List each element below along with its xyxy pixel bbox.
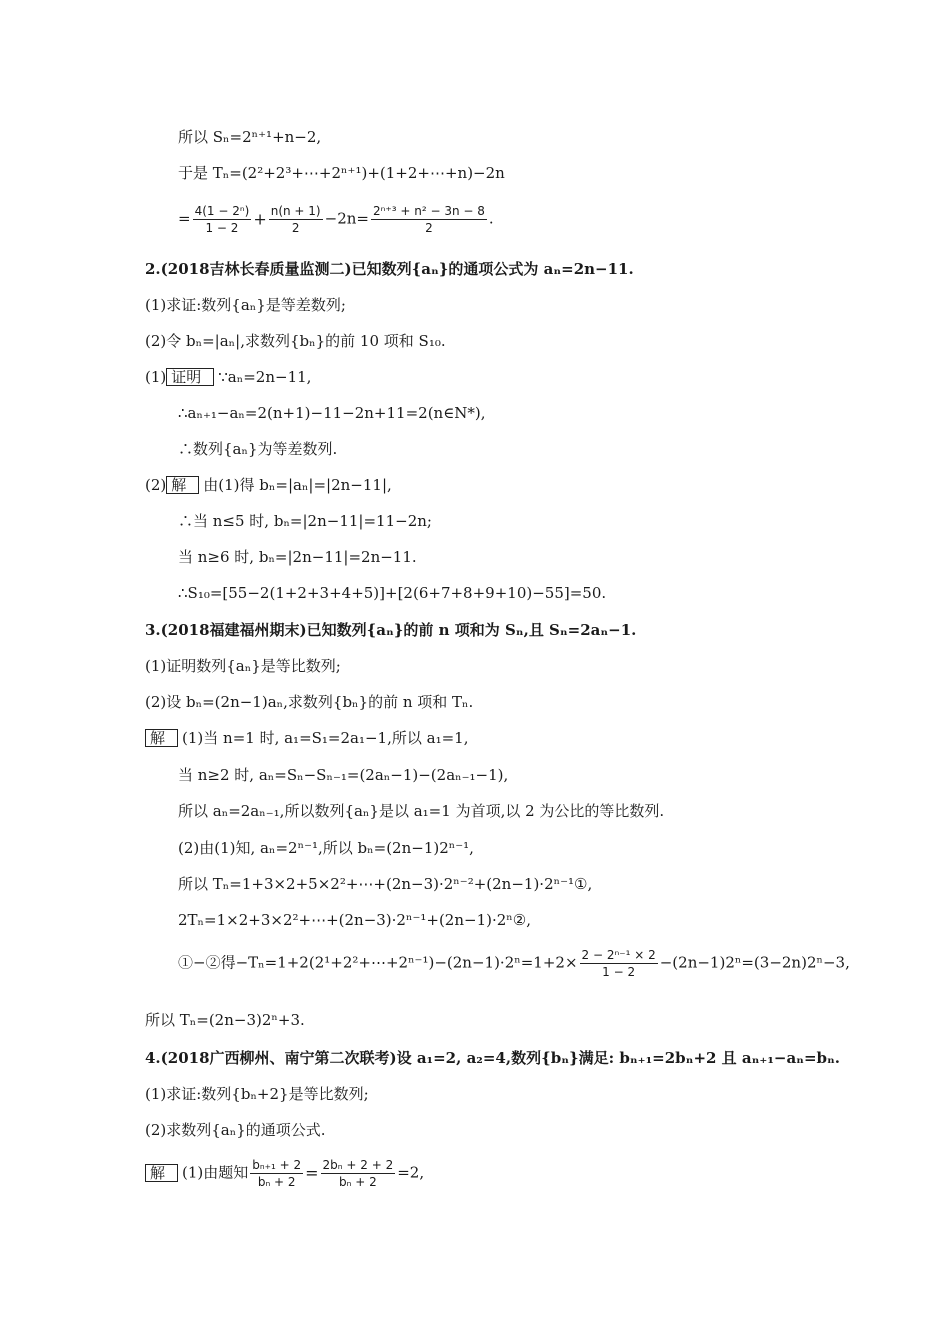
fraction <box>250 1157 303 1190</box>
formula-text: =2, <box>397 1163 425 1182</box>
solution-line <box>145 728 468 748</box>
text-line: 于是 Tₙ=(2²+2³+⋯+2ⁿ⁺¹)+(1+2+⋯+n)−2n <box>178 164 505 182</box>
equals-sign: = <box>305 1163 319 1183</box>
formula-text: (1)由题知 <box>182 1163 249 1182</box>
fraction-denominator: 2 <box>291 221 300 235</box>
fraction-numerator: 2ⁿ⁺³ + n² − 3n − 8 <box>372 204 485 218</box>
fraction-numerator: 2bₙ + 2 + 2 <box>322 1158 394 1172</box>
problem-part: (1)求证:数列{bₙ+2}是等比数列; <box>145 1085 369 1103</box>
fraction <box>321 1157 396 1190</box>
formula-line <box>178 947 850 980</box>
part-number: (1) <box>145 368 167 386</box>
fraction-denominator: bₙ + 2 <box>257 1175 296 1189</box>
text-line: ∴数列{aₙ}为等差数列. <box>178 440 338 458</box>
problem-part: (1)求证:数列{aₙ}是等差数列; <box>145 296 346 314</box>
formula-line <box>178 203 494 236</box>
proof-tag: 证明 <box>166 368 214 386</box>
problem-part: (2)设 bₙ=(2n−1)aₙ,求数列{bₙ}的前 n 项和 Tₙ. <box>145 693 474 711</box>
solution-text: 由(1)得 bₙ=|aₙ|=|2n−11|, <box>203 476 392 494</box>
equals-sign: = <box>178 209 191 228</box>
plus-sign: + <box>253 209 267 229</box>
fraction-denominator: 2 <box>425 221 433 235</box>
fraction <box>580 947 658 980</box>
fraction-numerator: 4(1 − 2ⁿ) <box>194 204 250 218</box>
solution-tag: 解 <box>166 476 199 494</box>
solution-line <box>145 367 311 387</box>
text-line: ∴S₁₀=[55−2(1+2+3+4+5)]+[2(6+7+8+9+10)−55]=50. <box>178 584 607 602</box>
solution-text: (1)当 n=1 时, a₁=S₁=2a₁−1,所以 a₁=1, <box>182 729 469 747</box>
solution-text: ∵aₙ=2n−11, <box>218 368 312 386</box>
problem-title: 4.(2018广西柳州、南宁第二次联考)设 a₁=2, a₂=4,数列{bₙ}满足: bₙ₊₁=2bₙ+2 且 aₙ₊₁−aₙ=bₙ. <box>145 1049 841 1067</box>
text-line: 2Tₙ=1×2+3×2²+⋯+(2n−3)·2ⁿ⁻¹+(2n−1)·2ⁿ②, <box>178 911 531 929</box>
text-line: 所以 Sₙ=2ⁿ⁺¹+n−2, <box>178 128 322 146</box>
fraction <box>269 203 323 236</box>
formula-text: . <box>488 209 494 228</box>
fraction-numerator: n(n + 1) <box>270 204 321 218</box>
formula-line <box>145 1157 424 1190</box>
text-line: 所以 Tₙ=(2n−3)2ⁿ+3. <box>145 1011 305 1029</box>
text-line: 当 n≥6 时, bₙ=|2n−11|=2n−11. <box>178 548 417 566</box>
fraction-denominator: 1 − 2 <box>602 965 636 979</box>
text-line: 所以 Tₙ=1+3×2+5×2²+⋯+(2n−3)·2ⁿ⁻²+(2n−1)·2ⁿ⁻¹①, <box>178 875 593 893</box>
fraction-numerator: 2 − 2ⁿ⁻¹ × 2 <box>581 948 656 962</box>
text-line: 所以 aₙ=2aₙ₋₁,所以数列{aₙ}是以 a₁=1 为首项,以 2 为公比的等比数列. <box>178 802 665 820</box>
text-line: (2)由(1)知, aₙ=2ⁿ⁻¹,所以 bₙ=(2n−1)2ⁿ⁻¹, <box>178 839 474 857</box>
fraction <box>371 203 487 236</box>
fraction-numerator: bₙ₊₁ + 2 <box>252 1158 302 1172</box>
formula-text: −2n= <box>324 209 369 228</box>
formula-text: −(2n−1)2ⁿ=(3−2n)2ⁿ−3, <box>659 953 850 972</box>
fraction <box>193 203 252 236</box>
solution-line <box>145 475 392 495</box>
problem-part: (2)求数列{aₙ}的通项公式. <box>145 1121 326 1139</box>
formula-text: ①−②得−Tₙ=1+2(2¹+2²+⋯+2ⁿ⁻¹)−(2n−1)·2ⁿ=1+2× <box>178 953 578 972</box>
problem-title: 2.(2018吉林长春质量监测二)已知数列{aₙ}的通项公式为 aₙ=2n−11. <box>145 260 634 278</box>
problem-part: (2)令 bₙ=|aₙ|,求数列{bₙ}的前 10 项和 S₁₀. <box>145 332 446 350</box>
text-line: 当 n≥2 时, aₙ=Sₙ−Sₙ₋₁=(2aₙ−1)−(2aₙ₋₁−1), <box>178 766 509 784</box>
fraction-denominator: 1 − 2 <box>205 221 239 235</box>
solution-tag: 解 <box>145 1164 178 1182</box>
problem-part: (1)证明数列{aₙ}是等比数列; <box>145 657 341 675</box>
problem-title: 3.(2018福建福州期末)已知数列{aₙ}的前 n 项和为 Sₙ,且 Sₙ=2aₙ−1. <box>145 621 637 639</box>
part-number: (2) <box>145 476 167 494</box>
text-line: ∴aₙ₊₁−aₙ=2(n+1)−11−2n+11=2(n∈N*), <box>178 404 486 422</box>
fraction-denominator: bₙ + 2 <box>339 1175 377 1189</box>
solution-tag: 解 <box>145 729 178 747</box>
text-line: ∴当 n≤5 时, bₙ=|2n−11|=11−2n; <box>178 512 432 530</box>
